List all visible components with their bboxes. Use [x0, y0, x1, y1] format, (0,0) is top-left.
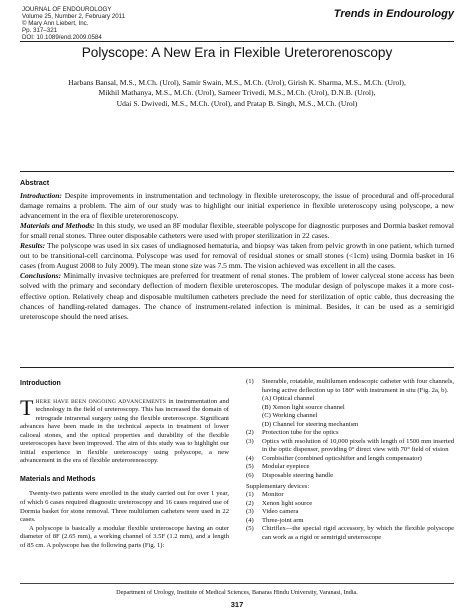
journal-volume: Volume 25, Number 2, February 2011 — [22, 13, 126, 21]
part-sub-d: (D) Channel for steering mechanism — [262, 420, 359, 428]
abstract-results-text: The polyscope was used in six cases of undiagnosed hematuria, and biopsy was taken from pelvic growth in one patient, which turned out to be transitional-cell carcinoma. Polyscope was used for removal of residual stones or small stones (<1cm) using Dormia basket in 16 cases (from August 2008 to July 2009). The mean stone size was 7.5 mm. The vision achieved was excellent in all the cases. — [20, 241, 454, 271]
part-item-2 — [246, 429, 454, 438]
supp-item-2-text: Xenon light source — [262, 499, 313, 507]
part-item-3-text: Optics with resolution of 10,000 pixels with length of 1500 mm inserted in the optic dispenser, providing 0° direct view with 70° field of vision — [262, 437, 454, 454]
part-item-1 — [246, 378, 454, 395]
supp-item-1 — [246, 491, 454, 500]
abstract-conclusions-label: Conclusions: — [20, 271, 62, 281]
part-item-5-number: (5) — [246, 463, 254, 471]
introduction-paragraph — [20, 394, 230, 466]
authors — [40, 78, 434, 109]
article-title: Polyscope: A New Era in Flexible Ureterorenoscopy — [81, 45, 393, 60]
abstract-top-rule — [20, 171, 454, 172]
abstract — [20, 178, 454, 322]
supp-item-1-number: (1) — [246, 491, 254, 499]
left-column — [20, 380, 229, 550]
part-item-3 — [246, 438, 454, 455]
journal-copyright: © Mary Ann Liebert, Inc. — [22, 20, 89, 28]
journal-pages: Pp. 317–321 — [22, 27, 58, 35]
section-name: Trends in Endourology — [333, 8, 454, 20]
abstract-intro-label: Introduction: — [20, 191, 62, 201]
journal-name: JOURNAL OF ENDOUROLOGY — [22, 6, 112, 13]
part-item-3-number: (3) — [246, 437, 254, 445]
methods-heading: Materials and Methods — [20, 475, 96, 483]
part-item-6-number: (6) — [246, 472, 254, 480]
supp-item-3-number: (3) — [246, 508, 254, 516]
supp-item-5-text: Chiriflex—the special rigid accessory, by which the flexible polyscope can work as a rigid or semirigid ureteroscope — [262, 525, 454, 541]
supp-item-4 — [246, 517, 454, 526]
part-item-2-text: Protection tube for the optics — [262, 429, 339, 437]
page-number: 317 — [230, 600, 244, 609]
supp-item-3 — [246, 508, 454, 517]
part-item-1-number: (1) — [246, 378, 254, 385]
header-rule — [20, 41, 454, 42]
supp-item-2-number: (2) — [246, 499, 254, 507]
supp-item-4-number: (4) — [246, 516, 254, 524]
authors-line-2: Mikhil Mathanya, M.S., M.Ch. (Urol), Sameer Trivedi, M.S., M.Ch. (Urol), D.N.B. (Urol), — [98, 88, 376, 98]
abstract-methods-text: In this study, we used an 8F modular flexible, steerable polyscope for diagnostic purposes and Dormia basket removal for small renal stones. Three outer disposable catheters were used with proper sterilization in 22 cases. — [20, 221, 454, 241]
introduction-smallcaps: HERE HAVE BEEN ONGOING ADVANCEMENTS — [35, 398, 167, 405]
part-item-1-text: Steerable, rotatable, multilumen endoscopic catheter with four channels, having active deflection up to 180° with instrument in situ (Fig. 2a, b). — [262, 378, 454, 394]
supp-item-5 — [246, 525, 454, 542]
part-item-4 — [246, 455, 454, 464]
abstract-methods-label: Materials and Methods: — [20, 221, 95, 231]
supplementary-heading: Supplementary devices: — [246, 482, 310, 490]
part-sub-b: (B) Xenon light source channel — [262, 403, 345, 411]
part-item-6 — [246, 472, 454, 481]
abstract-intro-text: Despite improvements in instrumentation and technology in flexible ureteroscopy, the issue of procedural and off-procedural damage remains a problem. The aim of our study was to highlight our initial experience in flexible ureteroscopy using polyscope, a new advancement in the era of flexible ureterorenoscopy. — [20, 191, 454, 221]
journal-info — [22, 6, 125, 41]
abstract-body — [20, 191, 454, 322]
part-item-5-text: Modular eyepiece — [262, 463, 310, 471]
methods-paragraph-1: Twenty-two patients were enrolled in the study carried out for over 1 year, of which 6 cases required diagnostic ureteroscopy and 16 cases required use of Dormia basket for stone removal. Three multilumen catheters were used in 22 cases. — [20, 490, 229, 524]
supp-item-5-number: (5) — [246, 525, 254, 533]
methods-paragraph-2: A polyscope is basically a modular flexible ureteroscope having an outer diameter of 8F (2.65 mm), a working channel of 3.5F (1.2 mm), and a length of 85 cm. A polyscope has the following parts (Fig. 1): — [20, 524, 229, 549]
part-item-5 — [246, 463, 454, 472]
footnote-rule — [20, 583, 454, 584]
footnote: Department of Urology, Institute of Medical Sciences, Banaras Hindu University, Varanasi, India. — [116, 589, 358, 596]
supp-item-3-text: Video camera — [262, 508, 299, 516]
right-column — [246, 378, 454, 542]
authors-line-1: Harbans Bansal, M.S., M.Ch. (Urol), Samir Swain, M.S., M.Ch. (Urol), Girish K. Sharma, M.S., M.Ch. (Urol), — [68, 78, 406, 87]
part-sub-c: (C) Working channel — [262, 412, 318, 420]
supp-item-2 — [246, 500, 454, 509]
introduction-text: in instrumentation and technology in the field of ureteroscopy. This has increased the domain of retrograde intrarenal surgery using the flexible ureteroscope. Significant advances have been made in the technical aspects in treatment of lower calioeal stones, and the optical properties and durability of the flexible ureteroscopes have been improved. The aim of this study was to highlight our initial experience in flexible ureteroscopy using polyscope, a new advancement in the era of flexible ureterorenoscopy. — [20, 397, 230, 465]
part-sub-a: (A) Optical channel — [262, 395, 315, 403]
part-item-4-number: (4) — [246, 454, 254, 462]
abstract-conclusions-text: Minimally invasive techniques are preferred for treatment of renal stones. The problem of lower calyceal stone access has been solved with the primary and secondary deflection of modern flexible ureteroscopes. The modular design of polyscope makes it a more cost-effective option. Relatively cheap and disposable multilumen catheters preclude the need for sterilization of optic cable, thus decreasing the chances of handling-related damages. The chance of instrument-related infection is minimal. Besides, it can be used as a semirigid ureteroscope should the need arises. — [20, 271, 454, 321]
part-item-6-text: Disposable steering handle — [262, 472, 334, 480]
authors-line-3: Udai S. Dwivedi, M.S., M.Ch. (Urol), and Pratap B. Singh, M.S., M.Ch. (Urol) — [116, 98, 358, 108]
supp-item-1-text: Monitor — [262, 491, 284, 499]
introduction-heading: Introduction — [20, 380, 61, 387]
journal-doi: DOI: 10.1089/end.2009.0584 — [22, 34, 102, 42]
abstract-heading: Abstract — [20, 178, 50, 187]
abstract-bottom-rule — [20, 367, 454, 368]
abstract-results-label: Results: — [20, 241, 46, 251]
dropcap: T — [20, 394, 34, 420]
part-item-4-text: Combisifter (combined opticshifter and length compensator) — [262, 454, 422, 462]
supp-item-4-text: Three-joint arm — [262, 516, 304, 524]
part-item-2-number: (2) — [246, 429, 254, 437]
